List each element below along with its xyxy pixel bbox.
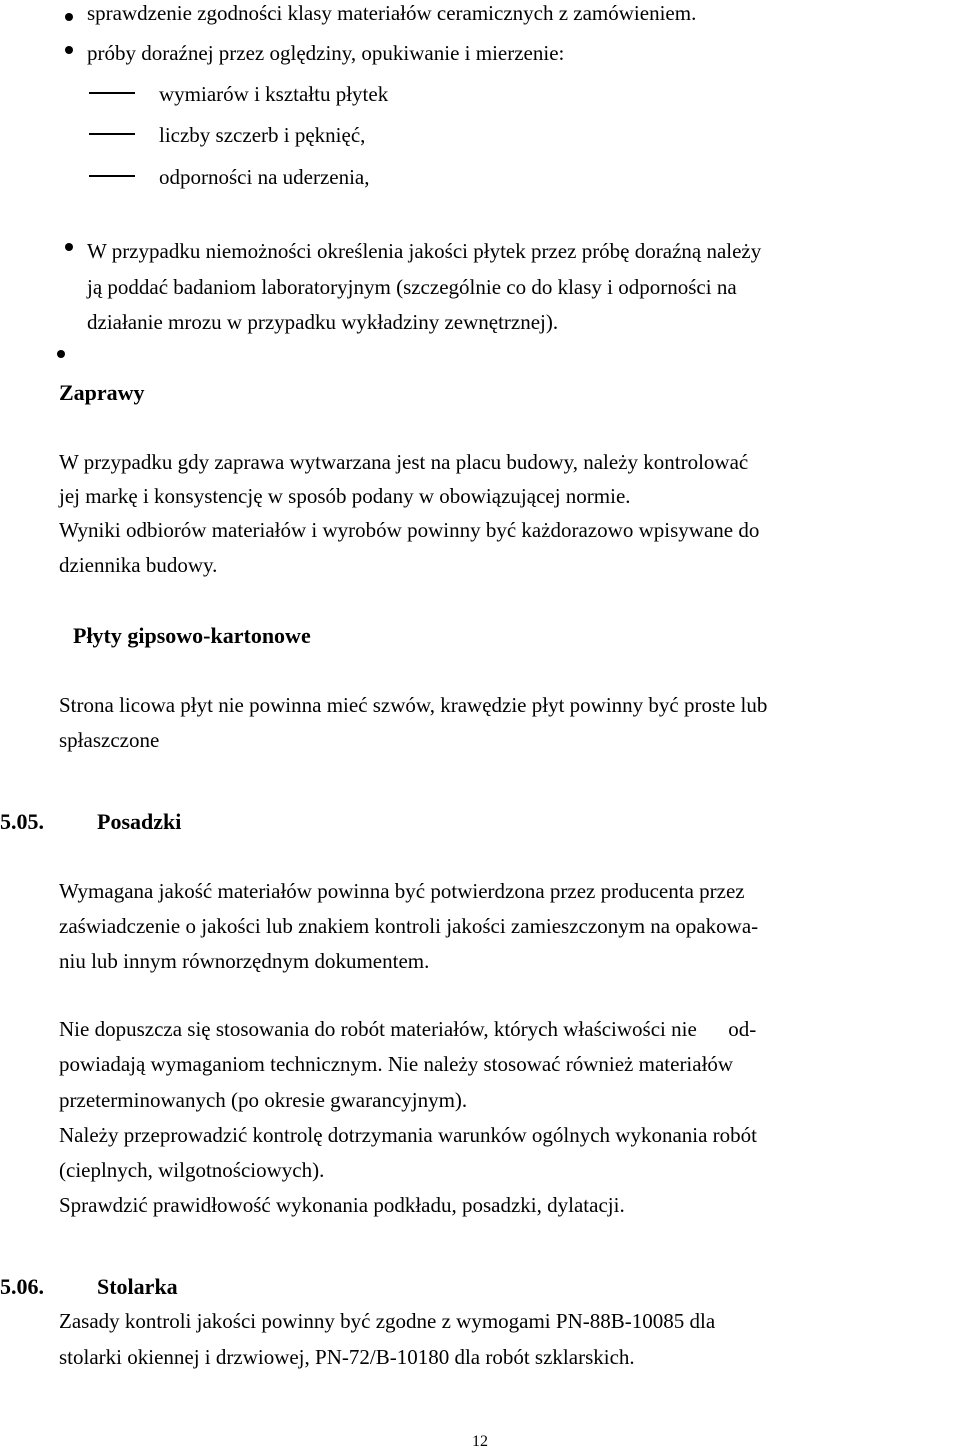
dash-icon [89, 175, 135, 177]
bullet-icon [65, 243, 73, 251]
paragraph-line: niu lub innym równorzędnym dokumentem. [59, 949, 430, 973]
page-number: 12 [472, 1433, 488, 1450]
paragraph-line: Sprawdzić prawidłowość wykonania podkładu, posadzki, dylatacji. [59, 1193, 625, 1217]
paragraph-line: spłaszczone [59, 728, 160, 752]
list-item: W przypadku niemożności określenia jakości płytek przez próbę doraźną należy [87, 239, 762, 263]
list-item-continuation: ją poddać badaniom laboratoryjnym (szczególnie co do klasy i odporności na [87, 275, 737, 299]
sub-list-item: liczby szczerb i pęknięć, [159, 123, 366, 147]
dash-icon [89, 133, 135, 135]
paragraph-line: Zasady kontroli jakości powinny być zgodne z wymogami PN-88B-10085 dla [59, 1309, 716, 1333]
paragraph-line: Wyniki odbiorów materiałów i wyrobów powinny być każdorazowo wpisywane do [59, 518, 760, 542]
dash-icon [89, 92, 135, 94]
paragraph-line: Wymagana jakość materiałów powinna być potwierdzona przez producenta przez [59, 879, 745, 903]
section-heading-zaprawy: Zaprawy [59, 380, 145, 405]
sub-list-item: odporności na uderzenia, [159, 165, 370, 189]
paragraph-line: Należy przeprowadzić kontrolę dotrzymania warunków ogólnych wykonania robót [59, 1123, 758, 1147]
paragraph-line: Strona licowa płyt nie powinna mieć szwów, krawędzie płyt powinny być proste lub [59, 693, 768, 717]
section-title-stolarka: Stolarka [97, 1274, 178, 1299]
bullet-icon [65, 46, 73, 54]
paragraph-line: W przypadku gdy zaprawa wytwarzana jest na placu budowy, należy kontrolować [59, 450, 749, 474]
paragraph-line: Nie dopuszcza się stosowania do robót materiałów, których właściwości nie od- [59, 1017, 757, 1041]
sub-list-item: wymiarów i kształtu płytek [159, 82, 389, 106]
bullet-icon [57, 350, 65, 358]
paragraph-line: (cieplnych, wilgotnościowych). [59, 1158, 325, 1182]
section-number: 5.06. [0, 1274, 44, 1299]
paragraph-line: stolarki okiennej i drzwiowej, PN-72/B-10180 dla robót szklarskich. [59, 1345, 635, 1369]
paragraph-line: przeterminowanych (po okresie gwarancyjnym). [59, 1088, 468, 1112]
paragraph-line: jej markę i konsystencję w sposób podany w obowiązującej normie. [59, 484, 631, 508]
list-item: sprawdzenie zgodności klasy materiałów ceramicznych z zamówieniem. [87, 1, 697, 25]
list-item-continuation: działanie mrozu w przypadku wykładziny zewnętrznej). [87, 310, 559, 334]
paragraph-line: dziennika budowy. [59, 553, 218, 577]
section-heading-plyty: Płyty gipsowo-kartonowe [73, 623, 311, 648]
paragraph-line: powiadają wymaganiom technicznym. Nie należy stosować również materiałów [59, 1052, 734, 1076]
paragraph-line: zaświadczenie o jakości lub znakiem kontroli jakości zamieszczonym na opakowa- [59, 914, 759, 938]
list-item: próby doraźnej przez oględziny, opukiwanie i mierzenie: [87, 41, 565, 65]
section-title-posadzki: Posadzki [97, 809, 182, 834]
section-number: 5.05. [0, 809, 44, 834]
bullet-icon [65, 13, 73, 21]
